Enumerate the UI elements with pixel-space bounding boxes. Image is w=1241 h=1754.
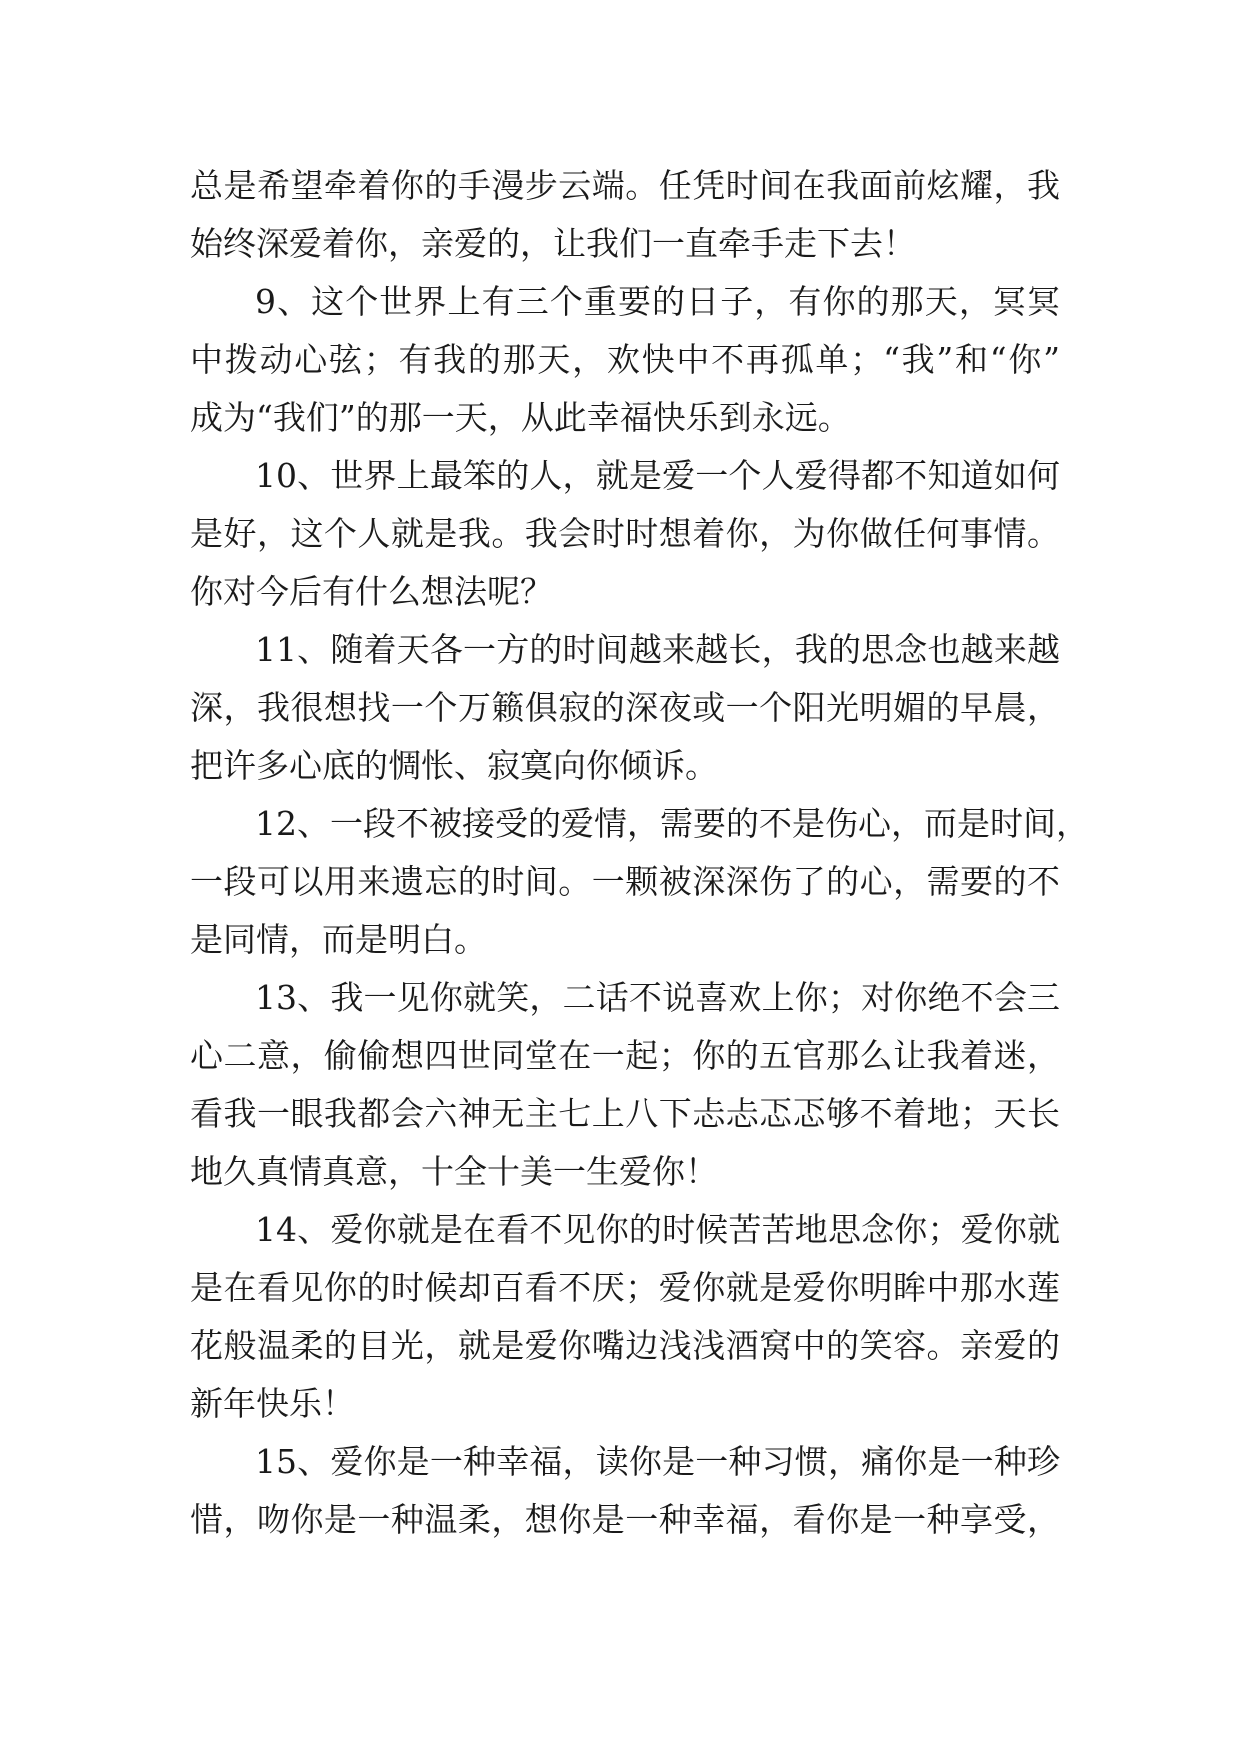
text-line: 惜，吻你是一种温柔，想你是一种幸福，看你是一种享受， [190,1500,1060,1539]
text-line: 是好，这个人就是我。我会时时想着你，为你做任何事情。 [190,514,1060,553]
text-line: 把许多心底的惆怅、寂寞向你倾诉。 [190,746,718,785]
text-line: 心二意，偷偷想四世同堂在一起；你的五官那么让我着迷， [190,1036,1060,1075]
text-line: 中拨动心弦；有我的那天，欢快中不再孤单；“我”和“你” [190,340,1060,379]
text-line: 地久真情真意，十全十美一生爱你！ [190,1152,718,1191]
text-line: 深，我很想找一个万籁俱寂的深夜或一个阳光明媚的早晨， [190,688,1060,727]
text-line: 成为“我们”的那一天，从此幸福快乐到永远。 [190,398,851,437]
paragraph-12-start: 12、一段不被接受的爱情，需要的不是伤心，而是时间， [255,804,1089,843]
text-line: 总是希望牵着你的手漫步云端。任凭时间在我面前炫耀，我 [190,166,1060,205]
text-line: 一段可以用来遗忘的时间。一颗被深深伤了的心，需要的不 [190,862,1060,901]
paragraph-10-start: 10、世界上最笨的人，就是爱一个人爱得都不知道如何 [255,456,1060,495]
text-line: 看我一眼我都会六神无主七上八下忐忐忑忑够不着地；天长 [190,1094,1060,1133]
paragraph-13-start: 13、我一见你就笑，二话不说喜欢上你；对你绝不会三 [255,978,1060,1017]
paragraph-9-start: 9、这个世界上有三个重要的日子，有你的那天，冥冥 [255,282,1060,321]
paragraph-11-start: 11、随着天各一方的时间越来越长，我的思念也越来越 [255,630,1060,669]
text-line: 是在看见你的时候却百看不厌；爱你就是爱你明眸中那水莲 [190,1268,1060,1307]
text-line: 你对今后有什么想法呢？ [190,572,553,611]
paragraph-15-start: 15、爱你是一种幸福，读你是一种习惯，痛你是一种珍 [255,1442,1060,1481]
text-line: 花般温柔的目光，就是爱你嘴边浅浅酒窝中的笑容。亲爱的 [190,1326,1060,1365]
paragraph-14-start: 14、爱你就是在看不见你的时候苦苦地思念你；爱你就 [255,1210,1060,1249]
text-line: 是同情，而是明白。 [190,920,487,959]
text-line: 新年快乐！ [190,1384,355,1423]
text-line: 始终深爱着你，亲爱的，让我们一直牵手走下去！ [190,224,916,263]
